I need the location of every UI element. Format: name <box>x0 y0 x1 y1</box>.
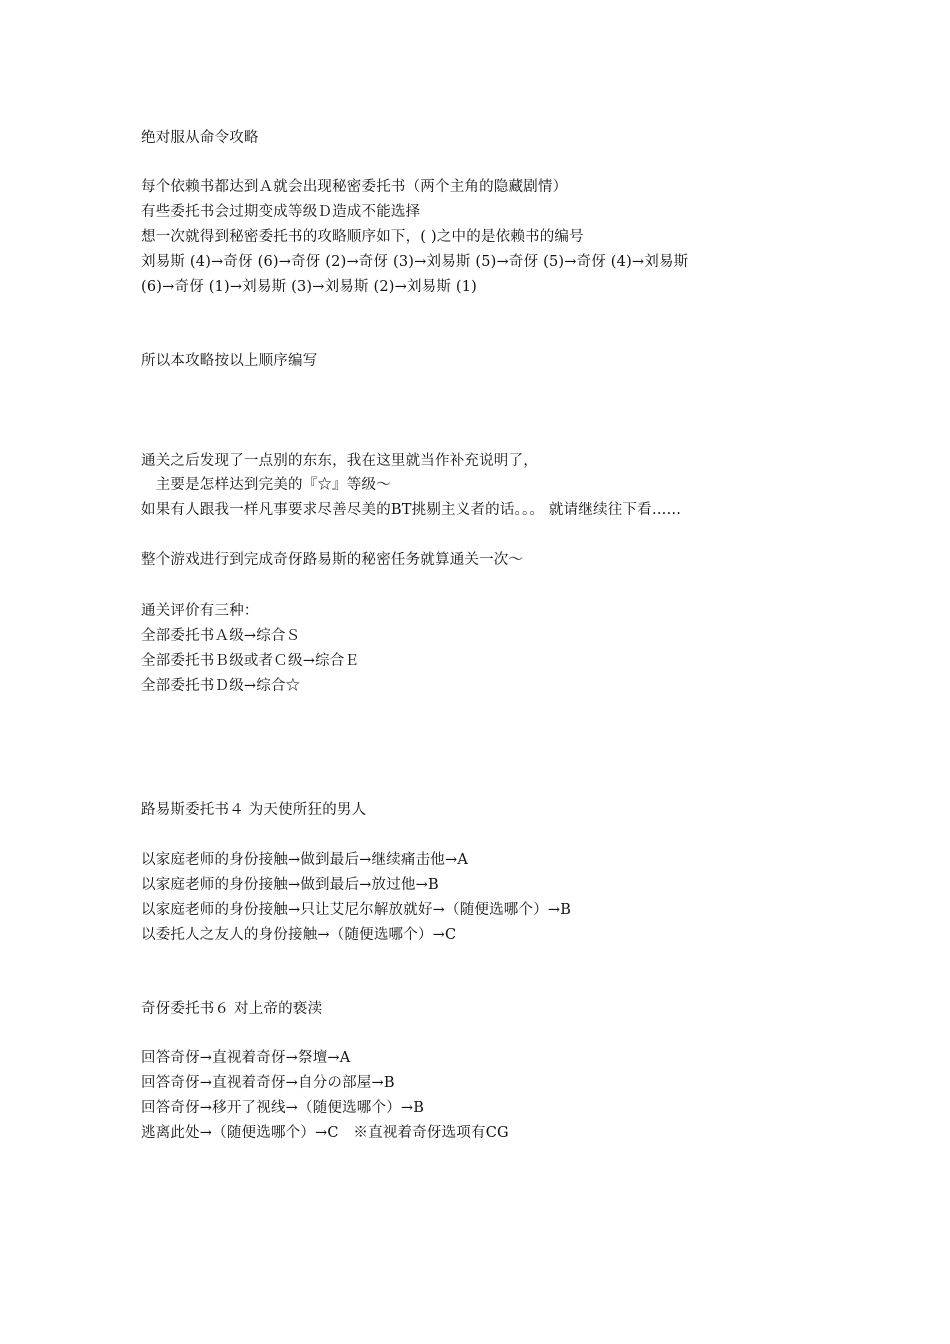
section-line: 逃离此处→（随便选哪个）→C ※直视着奇伢选项有CG <box>141 1125 509 1141</box>
section-title: 奇伢委托书６ 对上帝的亵渎 <box>141 1001 323 1017</box>
section-line: 回答奇伢→直视着奇伢→自分の部屋→B <box>141 1075 395 1091</box>
intro-line: 想一次就得到秘密委托书的攻略顺序如下，( )之中的是依赖书的编号 <box>141 229 584 245</box>
intro-line: 每个依赖书都达到Ａ就会出现秘密委托书（两个主角的隐藏剧情） <box>141 179 568 195</box>
supplement-line: 如果有人跟我一样凡事要求尽善尽美的BT挑剔主义者的话。。。 就请继续往下看…… <box>141 502 682 518</box>
supplement-line: 主要是怎样达到完美的『☆』等级～ <box>141 477 391 493</box>
section-line: 回答奇伢→移开了视线→（随便选哪个）→B <box>141 1100 425 1116</box>
section-line: 以家庭老师的身份接触→只让艾尼尔解放就好→（随便选哪个）→B <box>141 902 572 918</box>
rating-item: 全部委托书Ａ级→综合Ｓ <box>141 628 301 644</box>
section-line: 回答奇伢→直视着奇伢→祭壇→A <box>141 1050 351 1066</box>
section-title: 路易斯委托书４ 为天使所狂的男人 <box>141 802 367 818</box>
rating-item: 全部委托书Ｄ级→综合☆ <box>141 678 301 694</box>
supplement-line: 通关之后发现了一点别的东东，我在这里就当作补充说明了， <box>141 453 538 469</box>
order-line: (6)→奇伢 (1)→刘易斯 (3)→刘易斯 (2)→刘易斯 (1) <box>141 279 478 295</box>
order-note: 所以本攻略按以上顺序编写 <box>141 353 318 369</box>
section-line: 以家庭老师的身份接触→做到最后→继续痛击他→A <box>141 852 469 868</box>
order-line: 刘易斯 (4)→奇伢 (6)→奇伢 (2)→奇伢 (3)→刘易斯 (5)→奇伢 (5)→奇伢 (4)→刘易斯 <box>141 254 689 270</box>
section-line: 以家庭老师的身份接触→做到最后→放过他→B <box>141 877 439 893</box>
section-line: 以委托人之友人的身份接触→（随便选哪个）→C <box>141 927 457 943</box>
rating-item: 全部委托书Ｂ级或者Ｃ级→综合Ｅ <box>141 653 360 669</box>
document-title: 绝对服从命令攻略 <box>141 130 259 146</box>
intro-line: 有些委托书会过期变成等级Ｄ造成不能选择 <box>141 204 421 220</box>
clear-note: 整个游戏进行到完成奇伢路易斯的秘密任务就算通关一次～ <box>141 552 524 568</box>
ratings-heading: 通关评价有三种： <box>141 603 259 619</box>
